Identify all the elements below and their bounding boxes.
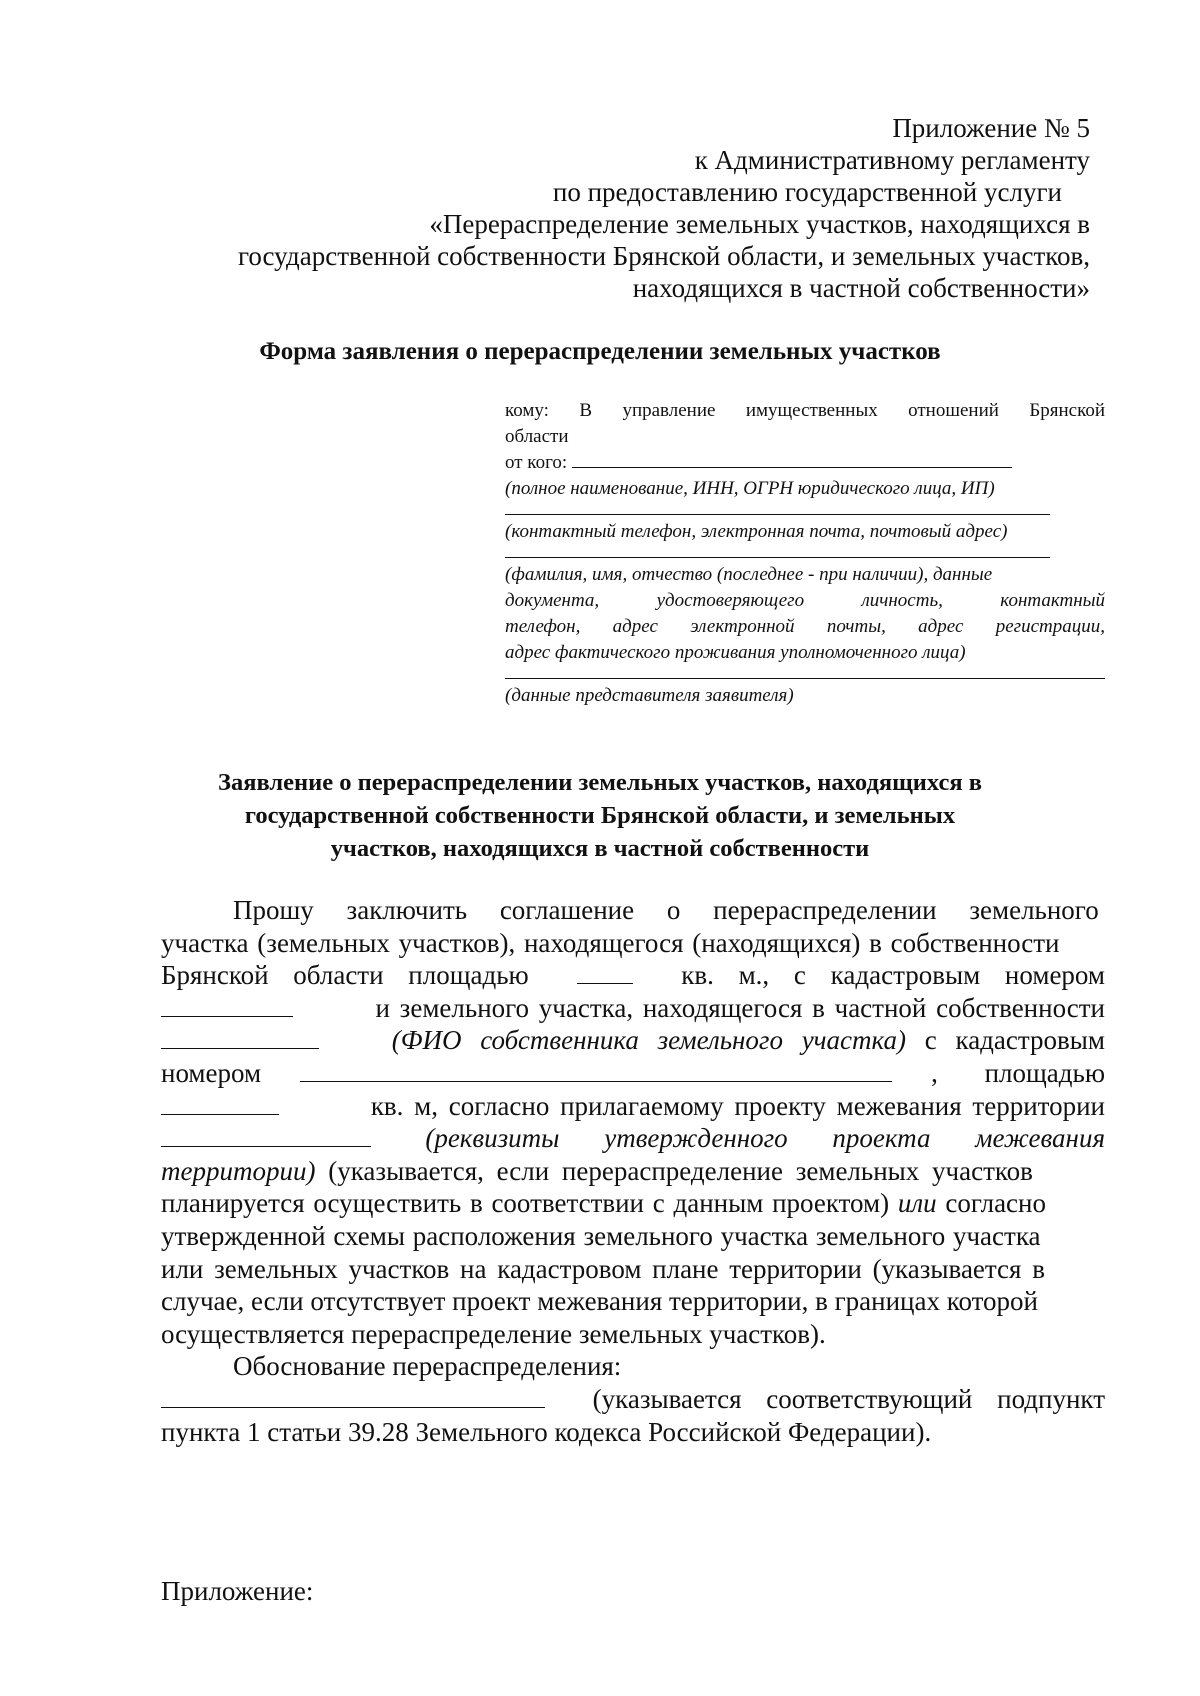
private-area-field[interactable]	[161, 1094, 279, 1115]
body-text: (указывается соответствующий подпункт	[592, 1383, 1105, 1414]
body-text: пункта 1 статьи 39.28 Земельного кодекса Российской Федерации).	[161, 1416, 932, 1447]
addressee-block	[505, 398, 1105, 709]
hint-person: адрес фактического проживания уполномоченного лица)	[505, 642, 966, 663]
body-text: планируется осуществить в соответствии с данным проектом)	[161, 1188, 890, 1219]
annex-line: «Перераспределение земельных участков, находящихся в	[429, 209, 1090, 239]
hint-contacts: (контактный телефон, электронная почта, почтовый адрес)	[505, 521, 1008, 542]
body-line	[161, 1024, 1105, 1057]
body-text: (указывается, если перераспределение земельных участков	[328, 1155, 1033, 1186]
addressee-to-cont: области	[505, 426, 569, 447]
area-field[interactable]	[577, 963, 633, 984]
body-text: Прошу заключить соглашение о перераспределении земельного	[233, 895, 1099, 925]
body-text-italic: или	[897, 1188, 937, 1219]
body-line	[161, 959, 1105, 992]
addressee-to: кому: В управление имущественных отношений Брянской	[505, 400, 1105, 421]
hint-person: телефон, адрес электронной почты, адрес регистрации,	[505, 616, 1105, 637]
body-text-italic: (реквизиты утвержденного проекта межевания	[425, 1123, 1105, 1154]
body-text: кв. м., с кадастровым номером	[681, 960, 1105, 991]
body-line	[161, 1155, 1105, 1188]
body-text	[161, 1155, 1033, 1188]
contacts-field[interactable]	[505, 502, 1050, 515]
body-text: осуществляется перераспределение земельных участков).	[161, 1318, 826, 1349]
body-text-italic: (ФИО собственника земельного участка)	[391, 1025, 906, 1056]
body-text: кв. м, согласно прилагаемому проекту межевания территории	[370, 1090, 1105, 1121]
body-text: случае, если отсутствует проект межевания территории, в границах которой	[161, 1286, 1038, 1317]
application-title-line: Заявление о перераспределении земельных участков, находящихся в	[218, 769, 982, 796]
body-text: или земельных участков на кадастровом плане территории (указывается в	[161, 1253, 1045, 1284]
body-line	[161, 894, 1105, 927]
body-text	[161, 1187, 1046, 1220]
body-text: , площадью	[931, 1057, 1105, 1088]
application-body	[161, 894, 1105, 1448]
annex-line: к Административному регламенту	[694, 145, 1090, 175]
body-line	[161, 1187, 1105, 1220]
body-line	[161, 1383, 1105, 1416]
application-title-line: государственной собственности Брянской области, и земельных	[244, 802, 956, 829]
body-text: и земельного участка, находящегося в частной собственности	[375, 992, 1105, 1023]
body-text: согласно	[945, 1188, 1046, 1219]
body-line	[161, 1220, 1105, 1253]
body-line	[161, 1090, 1105, 1123]
from-label: от кого:	[505, 452, 568, 473]
body-line	[161, 927, 1105, 960]
body-text: участка (земельных участков), находящегося (находящихся) в собственности	[161, 927, 1060, 958]
hint-legal-entity: (полное наименование, ИНН, ОГРН юридического лица, ИП)	[505, 478, 995, 499]
annex-line: государственной собственности Брянской области, и земельных участков,	[237, 241, 1090, 271]
survey-project-field[interactable]	[161, 1126, 371, 1147]
body-line	[161, 1122, 1105, 1155]
private-cadastral-number-field[interactable]	[300, 1061, 892, 1082]
body-text: с кадастровым	[924, 1025, 1105, 1056]
addressee-from	[505, 450, 1105, 476]
owner-name-field[interactable]	[161, 1028, 319, 1049]
body-text: Обоснование перераспределения:	[233, 1351, 622, 1382]
hint-person: документа, удостоверяющего личность, контактный	[505, 590, 1105, 611]
hint-person: (фамилия, имя, отчество (последнее - при наличии), данные	[505, 564, 993, 585]
body-line	[161, 992, 1105, 1025]
form-title: Форма заявления о перераспределении земельных участков	[259, 338, 941, 365]
person-field[interactable]	[505, 545, 1050, 558]
body-text: Брянской области площадью	[161, 960, 529, 991]
body-line	[161, 1350, 1105, 1383]
body-text: номером	[161, 1057, 262, 1088]
annex-line: находящихся в частной собственности»	[632, 273, 1090, 303]
body-line	[161, 1285, 1105, 1318]
body-text: утвержденной схемы расположения земельного участка земельного участка	[161, 1220, 1041, 1251]
annex-header	[190, 112, 1090, 304]
annex-line: по предоставлению государственной услуги	[552, 177, 1062, 207]
justification-field[interactable]	[161, 1387, 545, 1408]
cadastral-number-field[interactable]	[161, 996, 293, 1017]
body-text	[392, 1024, 1105, 1057]
from-field[interactable]	[572, 451, 1012, 468]
annex-number: Приложение № 5	[892, 113, 1090, 143]
body-line	[161, 1057, 1105, 1090]
representative-field[interactable]	[505, 666, 1105, 679]
body-line	[161, 1416, 1105, 1449]
appendix-label: Приложение:	[161, 1576, 314, 1606]
hint-representative: (данные представителя заявителя)	[505, 685, 794, 706]
application-title-line: участков, находящихся в частной собственности	[330, 835, 870, 862]
application-title	[0, 766, 1200, 865]
body-line	[161, 1318, 1105, 1351]
body-line	[161, 1253, 1105, 1286]
body-text-italic: территории)	[161, 1155, 316, 1186]
